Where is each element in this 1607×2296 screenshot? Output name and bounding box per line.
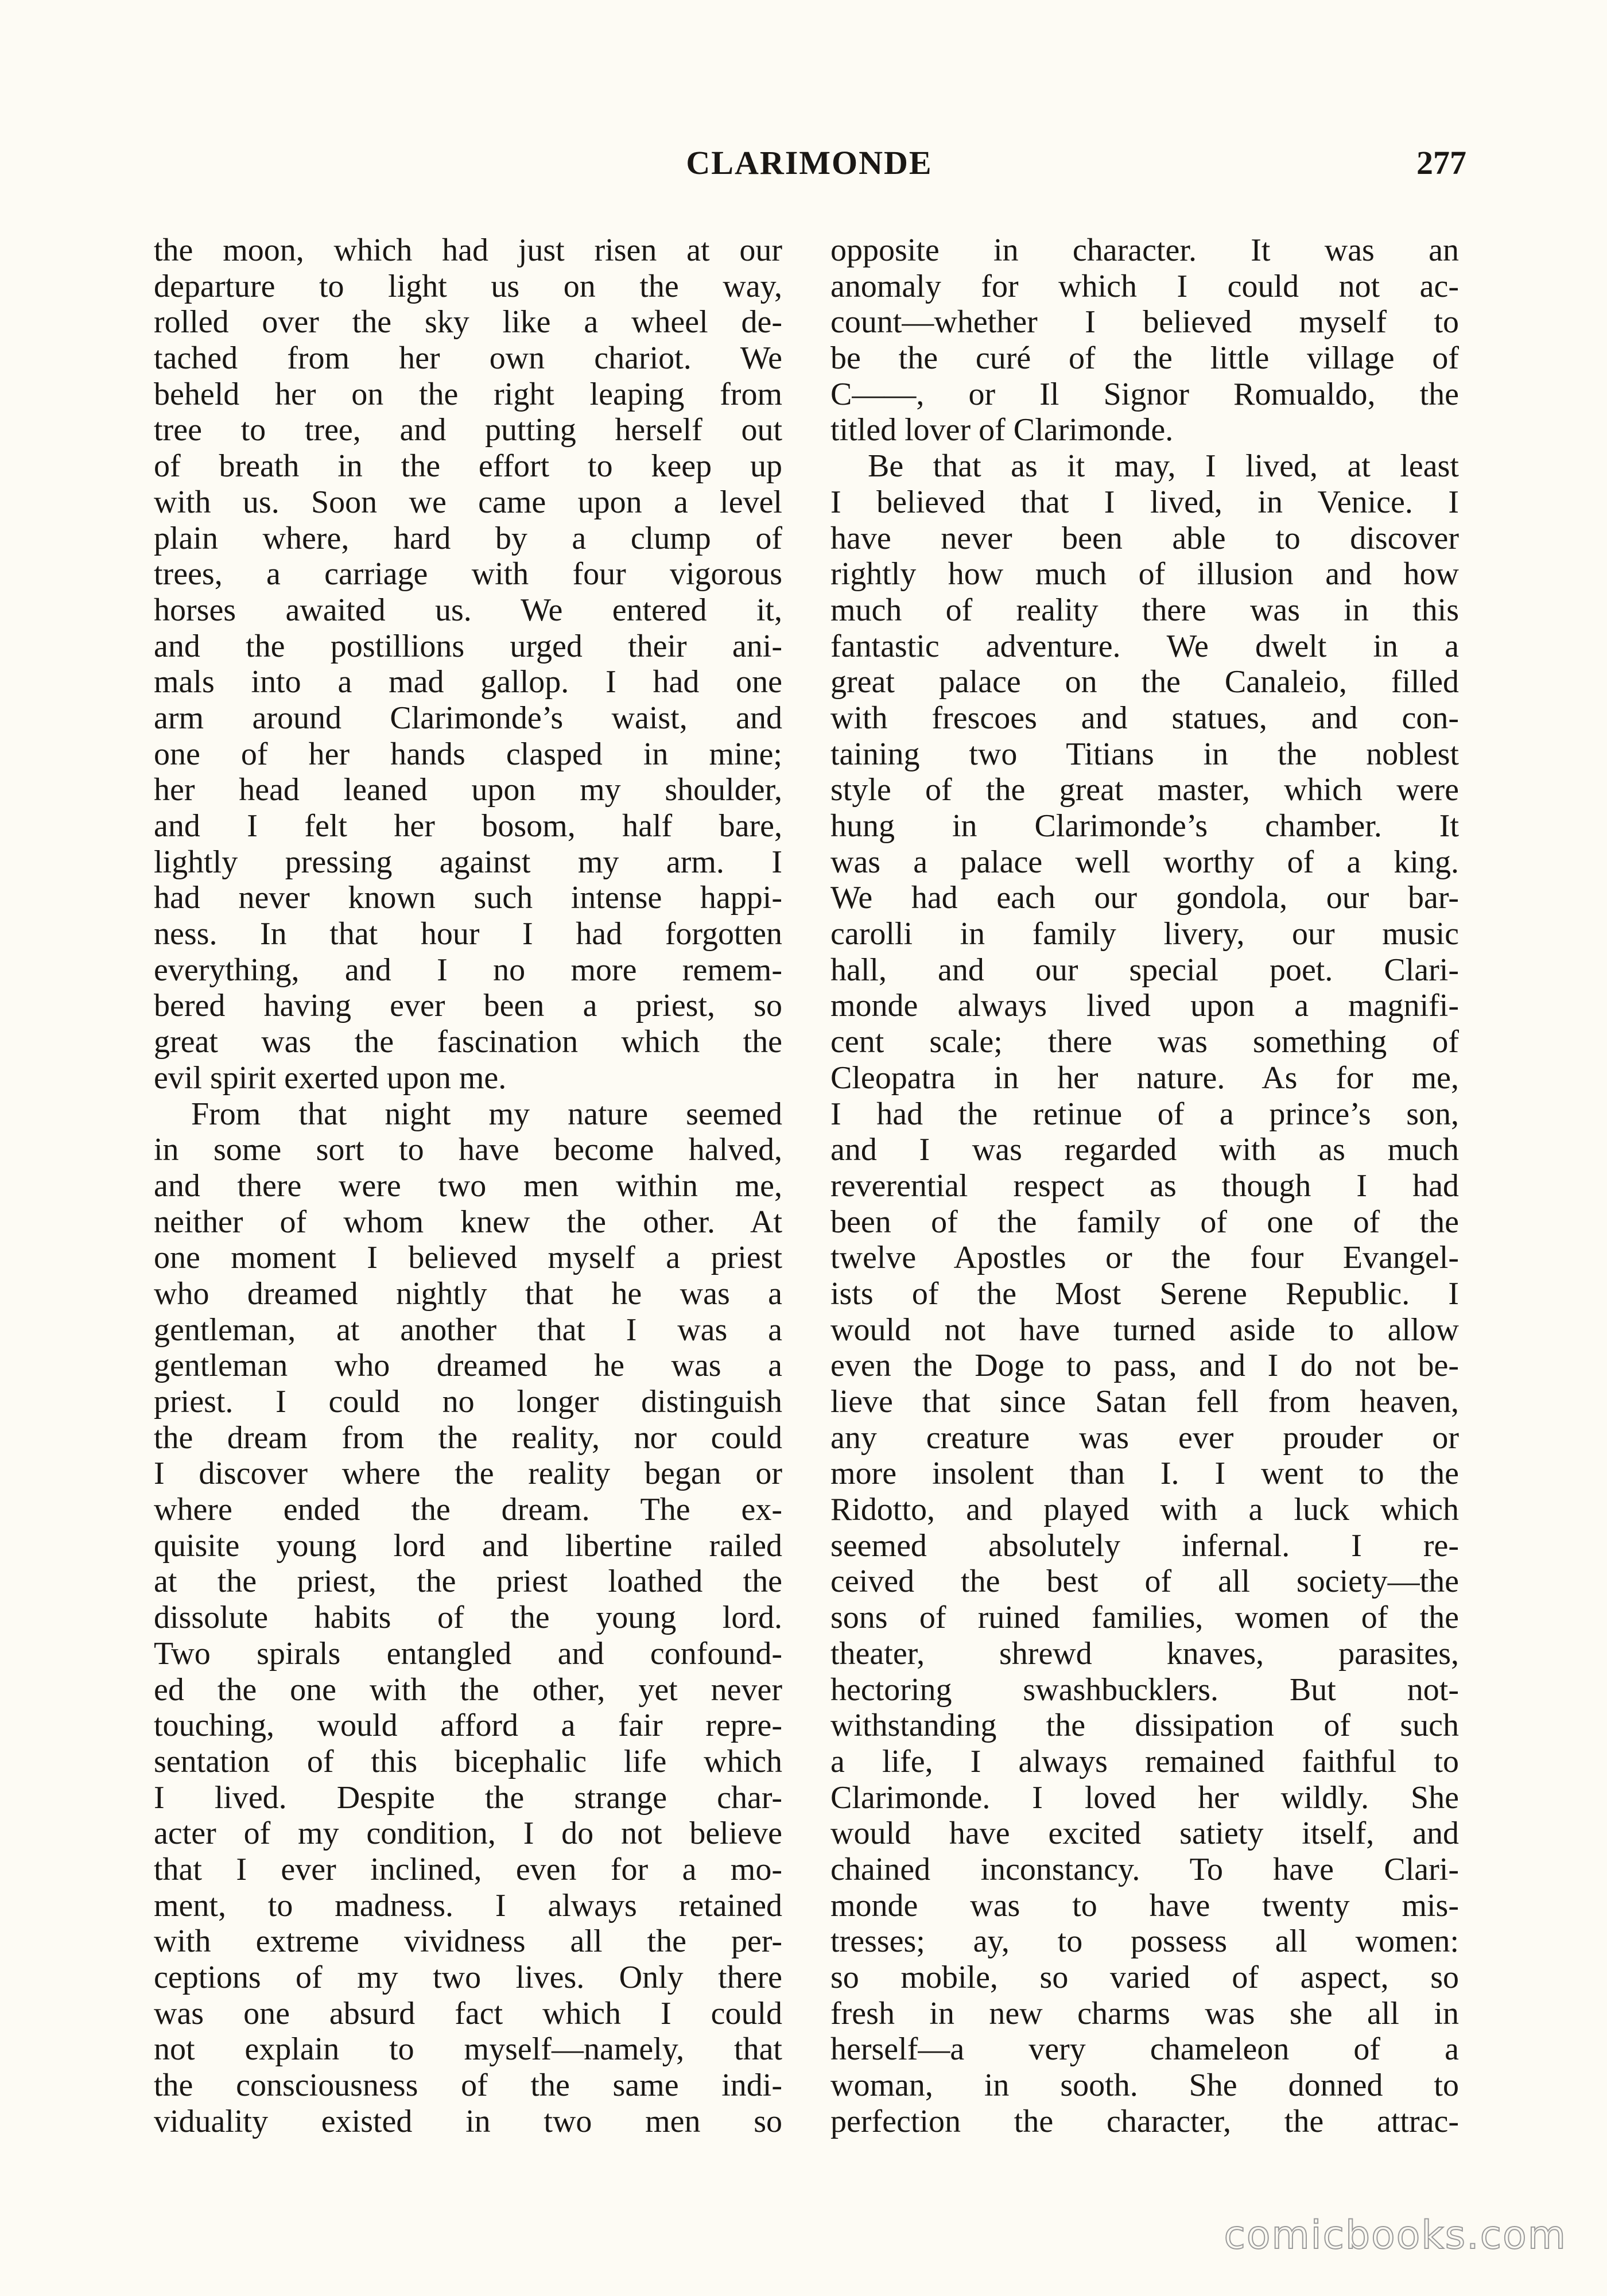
text-line: who dreamed nightly that he was a: [154, 1275, 782, 1312]
text-line: Two spirals entangled and confound-: [154, 1635, 782, 1671]
text-line: monde always lived upon a magnifi-: [830, 988, 1459, 1024]
text-line: I believed that I lived, in Venice. I: [830, 484, 1459, 520]
text-line: bered having ever been a priest, so: [154, 988, 782, 1024]
text-line: monde was to have twenty mis-: [830, 1887, 1459, 1923]
text-line: ceptions of my two lives. Only there: [154, 1960, 782, 1995]
text-line: even the Doge to pass, and I do not be-: [830, 1348, 1459, 1384]
text-line: Ridotto, and played with a luck which: [830, 1492, 1459, 1528]
text-line: evil spirit exerted upon me.: [154, 1060, 507, 1096]
text-line: would have excited satiety itself, and: [830, 1816, 1459, 1852]
text-line: I lived. Despite the strange char-: [154, 1779, 782, 1816]
text-line: tached from her own chariot. We: [154, 340, 782, 377]
text-line: chained inconstancy. To have Clari-: [830, 1851, 1459, 1887]
text-line: with extreme vividness all the per-: [154, 1923, 782, 1960]
text-line: herself—a very chameleon of a: [830, 2031, 1459, 2068]
text-line: with frescoes and statues, and con-: [830, 700, 1459, 736]
text-line: woman, in sooth. She donned to: [830, 2068, 1459, 2104]
text-line: everything, and I no more remem-: [154, 952, 782, 988]
running-title: CLARIMONDE: [686, 144, 933, 181]
text-line: and I felt her bosom, half bare,: [154, 808, 782, 844]
text-line: Clarimonde. I loved her wildly. She: [830, 1779, 1459, 1816]
text-line: neither of whom knew the other. At: [154, 1204, 782, 1240]
text-line: reverential respect as though I had: [830, 1168, 1459, 1204]
text-line: gentleman, at another that I was a: [154, 1312, 782, 1348]
text-line: ceived the best of all society—the: [830, 1564, 1459, 1600]
text-line: with us. Soon we came upon a level: [154, 484, 782, 520]
text-line: any creature was ever prouder or: [830, 1420, 1459, 1456]
text-line: withstanding the dissipation of such: [830, 1708, 1459, 1744]
text-line: touching, would afford a fair repre-: [154, 1708, 782, 1744]
text-line: rightly how much of illusion and how: [830, 556, 1459, 592]
text-line: acter of my condition, I do not believe: [154, 1816, 782, 1852]
text-line: her head leaned upon my shoulder,: [154, 772, 782, 808]
text-line: at the priest, the priest loathed the: [154, 1564, 782, 1600]
text-line: the dream from the reality, nor could: [154, 1420, 782, 1456]
text-line: be the curé of the little village of: [830, 340, 1459, 377]
text-line: fresh in new charms was she all in: [830, 1995, 1459, 2031]
text-line: sons of ruined families, women of the: [830, 1600, 1459, 1636]
right-text-column: [830, 232, 1459, 2139]
text-line: style of the great master, which were: [830, 772, 1459, 808]
text-line: would not have turned aside to allow: [830, 1312, 1459, 1348]
text-line: perfection the character, the attrac-: [830, 2103, 1459, 2139]
text-line: tree to tree, and putting herself out: [154, 412, 782, 448]
text-line: was one absurd fact which I could: [154, 1995, 782, 2031]
text-line: Be that as it may, I lived, at least: [868, 448, 1459, 484]
text-line: have never been able to discover: [830, 520, 1459, 556]
running-head: [152, 144, 1466, 189]
text-line: lieve that since Satan fell from heaven,: [830, 1384, 1459, 1420]
text-line: beheld her on the right leaping from: [154, 376, 782, 412]
text-line: that I ever inclined, even for a mo-: [154, 1851, 782, 1887]
text-line: where ended the dream. The ex-: [154, 1492, 782, 1528]
text-line: the consciousness of the same indi-: [154, 2068, 782, 2104]
text-line: We had each our gondola, our bar-: [830, 880, 1459, 916]
text-line: ness. In that hour I had forgotten: [154, 916, 782, 952]
text-line: one moment I believed myself a priest: [154, 1240, 782, 1276]
text-line: gentleman who dreamed he was a: [154, 1348, 782, 1384]
text-line: lightly pressing against my arm. I: [154, 844, 782, 880]
text-line: was a palace well worthy of a king.: [830, 844, 1459, 880]
text-line: and the postillions urged their ani-: [154, 628, 782, 664]
text-line: priest. I could no longer distinguish: [154, 1384, 782, 1420]
text-line: more insolent than I. I went to the: [830, 1456, 1459, 1492]
text-line: been of the family of one of the: [830, 1204, 1459, 1240]
text-line: cent scale; there was something of: [830, 1024, 1459, 1060]
text-line: hall, and our special poet. Clari-: [830, 952, 1459, 988]
text-line: seemed absolutely infernal. I re-: [830, 1527, 1459, 1564]
text-line: so mobile, so varied of aspect, so: [830, 1960, 1459, 1995]
text-line: dissolute habits of the young lord.: [154, 1600, 782, 1636]
text-line: fantastic adventure. We dwelt in a: [830, 628, 1459, 664]
text-line: plain where, hard by a clump of: [154, 520, 782, 556]
text-line: From that night my nature seemed: [191, 1096, 782, 1132]
text-line: opposite in character. It was an: [830, 232, 1459, 268]
text-line: and there were two men within me,: [154, 1168, 782, 1204]
text-line: I discover where the reality began or: [154, 1456, 782, 1492]
text-line: a life, I always remained faithful to: [830, 1743, 1459, 1779]
text-line: of breath in the effort to keep up: [154, 448, 782, 484]
text-line: departure to light us on the way,: [154, 268, 782, 304]
text-line: hectoring swashbucklers. But not-: [830, 1671, 1459, 1708]
text-line: I had the retinue of a prince’s son,: [830, 1096, 1459, 1132]
text-line: and I was regarded with as much: [830, 1132, 1459, 1168]
text-line: rolled over the sky like a wheel de-: [154, 304, 782, 340]
watermark: comicbooks.com: [1224, 2213, 1567, 2258]
text-line: ists of the Most Serene Republic. I: [830, 1275, 1459, 1312]
text-line: count—whether I believed myself to: [830, 304, 1459, 340]
text-line: much of reality there was in this: [830, 592, 1459, 628]
text-line: horses awaited us. We entered it,: [154, 592, 782, 628]
text-line: not explain to myself—namely, that: [154, 2031, 782, 2068]
text-line: titled lover of Clarimonde.: [830, 412, 1174, 448]
text-line: sentation of this bicephalic life which: [154, 1743, 782, 1779]
text-line: great was the fascination which the: [154, 1024, 782, 1060]
text-line: anomaly for which I could not ac-: [830, 268, 1459, 304]
text-line: carolli in family livery, our music: [830, 916, 1459, 952]
text-line: theater, shrewd knaves, parasites,: [830, 1635, 1459, 1671]
page-number: 277: [1416, 144, 1466, 181]
text-line: one of her hands clasped in mine;: [154, 736, 782, 772]
text-line: arm around Clarimonde’s waist, and: [154, 700, 782, 736]
text-line: the moon, which had just risen at our: [154, 232, 782, 268]
text-line: C——, or Il Signor Romualdo, the: [830, 376, 1459, 412]
text-line: in some sort to have become halved,: [154, 1132, 782, 1168]
text-line: hung in Clarimonde’s chamber. It: [830, 808, 1459, 844]
text-line: ed the one with the other, yet never: [154, 1671, 782, 1708]
text-line: viduality existed in two men so: [154, 2103, 782, 2139]
text-line: twelve Apostles or the four Evangel-: [830, 1240, 1459, 1276]
text-line: mals into a mad gallop. I had one: [154, 664, 782, 700]
text-line: trees, a carriage with four vigorous: [154, 556, 782, 592]
text-line: ment, to madness. I always retained: [154, 1887, 782, 1923]
text-line: quisite young lord and libertine railed: [154, 1527, 782, 1564]
left-text-column: [154, 232, 782, 2139]
text-line: Cleopatra in her nature. As for me,: [830, 1060, 1459, 1096]
text-line: tresses; ay, to possess all women:: [830, 1923, 1459, 1960]
text-line: had never known such intense happi-: [154, 880, 782, 916]
text-line: great palace on the Canaleio, filled: [830, 664, 1459, 700]
text-line: taining two Titians in the noblest: [830, 736, 1459, 772]
